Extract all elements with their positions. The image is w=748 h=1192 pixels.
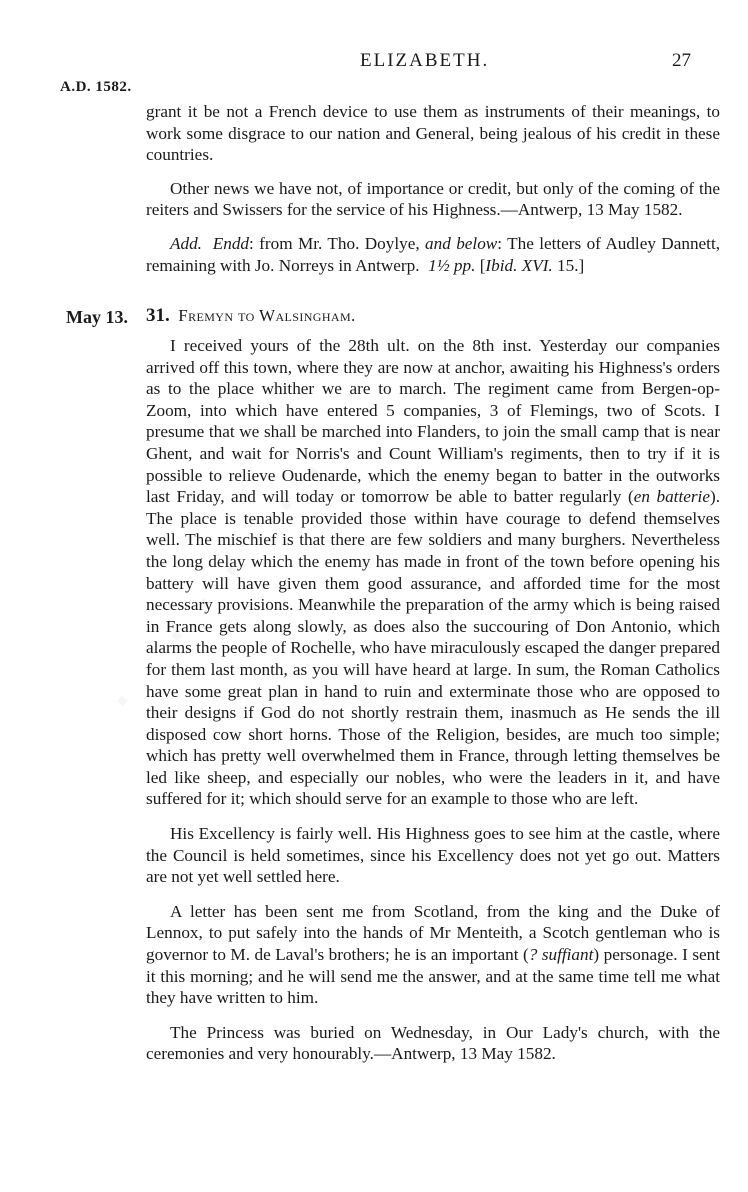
document-title: Fremyn to Walsingham. <box>178 306 356 325</box>
letter-paragraph-4: The Princess was buried on Wednesday, in Our Lady's church, with the ceremonies and very honourably.—Antwerp, 13 May 1582. <box>146 1022 720 1064</box>
endorse-pages: 1½ pp. <box>428 255 476 275</box>
endorse-ref: Ibid. XVI. <box>485 255 553 275</box>
endorse-and-below: and below <box>425 233 498 253</box>
letter-p1-text-a: I received yours of the 28th ult. on the 8th inst. Yesterday our companies arrived off this town, where they are now at anchor, awaiting his Highness's orders as to the place whither we are to march. The regiment came from Bergen-op-Zoom, into which have entered 5 companies, 3 of Flemings, two of Scots. I presume that we shall be marched into Flanders, to join the small camp that is near Ghent, and wait for Norris's and Count William's regiments, then to try if it is possible to relieve Oudenarde, which the enemy began to batter in the outworks last Friday, and will today or tomorrow be able to batter regularly ( <box>146 336 720 507</box>
margin-date: May 13. <box>66 307 128 327</box>
endorse-ref-close: 15.] <box>552 255 585 275</box>
letter-paragraph-1 <box>146 335 720 810</box>
endorse-text-1: : from Mr. Tho. Doylye, <box>249 233 420 253</box>
document-heading <box>146 305 356 327</box>
endorsement-note <box>146 233 720 276</box>
letter-paragraph-2: His Excellency is fairly well. His Highness goes to see him at the castle, where the Council is held sometimes, since his Excellency does not yet go out. Matters are not yet well settled here. <box>146 824 720 887</box>
letter-p1-italic: en batterie <box>633 487 710 507</box>
continuation-paragraph: grant it be not a French device to use them as instruments of their meanings, to work some disgrace to our nation and General, being jealous of his credit in these countries. <box>146 102 720 165</box>
letter-p3-italic: ? suffiant <box>528 945 594 965</box>
letter-paragraph-3 <box>146 901 720 1009</box>
endorse-text-2: : The letters of Audley Dannett, remaining with Jo. Norreys in Antwerp. <box>146 233 721 275</box>
letter-p1-text-b: ). The place is tenable provided those within have courage to defend themselves well. The mischief is that there are few soldiers and many burghers. Nevertheless the long delay which the enemy has made in front of the town before opening his battery will have given them good assurance, and afforded time for the most necessary provisions. Meanwhile the preparation of the army which is being raised in France gets along slowly, as does also the succouring of Don Antonio, which alarms the people of Rochelle, who have miraculously escaped the danger prepared for them last month, as you will have heard at large. In sum, the Roman Catholics have some great plan in hand to ruin and exterminate those who are opposed to their designs if God do not shortly restrain them, inasmuch as He sends the ill disposed cow short horns. Those of the Religion, besides, are much too simple; which has pretty well overwhelmed them in France, through letting themselves be led like sheep, and especially our nobles, who were the leaders in it, and have suffered for it; which should serve for an example to those who are left. <box>146 487 720 809</box>
letter-p3-text-a: A letter has been sent me from Scotland, from the king and the Duke of Lennox, to put safely into the hands of Mr Menteith, a Scotch gentleman who is governor to M. de Laval's brothers; he is an important ( <box>146 901 720 965</box>
continuation-text <box>146 101 720 276</box>
margin-year: A.D. 1582. <box>60 79 132 95</box>
endorse-add: Add. <box>170 233 202 253</box>
continuation-closing-paragraph: Other news we have not, of importance or credit, but only of the coming of the reiters and Swissers for the service of his Highness.—Antwerp, 13 May 1582. <box>146 178 720 220</box>
running-title: ELIZABETH. <box>360 50 490 71</box>
letter-body <box>146 335 720 1065</box>
document-number: 31. <box>146 305 170 326</box>
endorse-ref-open: [ <box>479 255 486 275</box>
endorse-endd: Endd <box>212 233 250 253</box>
page-number: 27 <box>672 50 691 71</box>
letter-p3-text-b: ) personage. I sent it this morning; and he will send me the answer, and at the same time tell me what they have written to him. <box>146 945 721 1008</box>
